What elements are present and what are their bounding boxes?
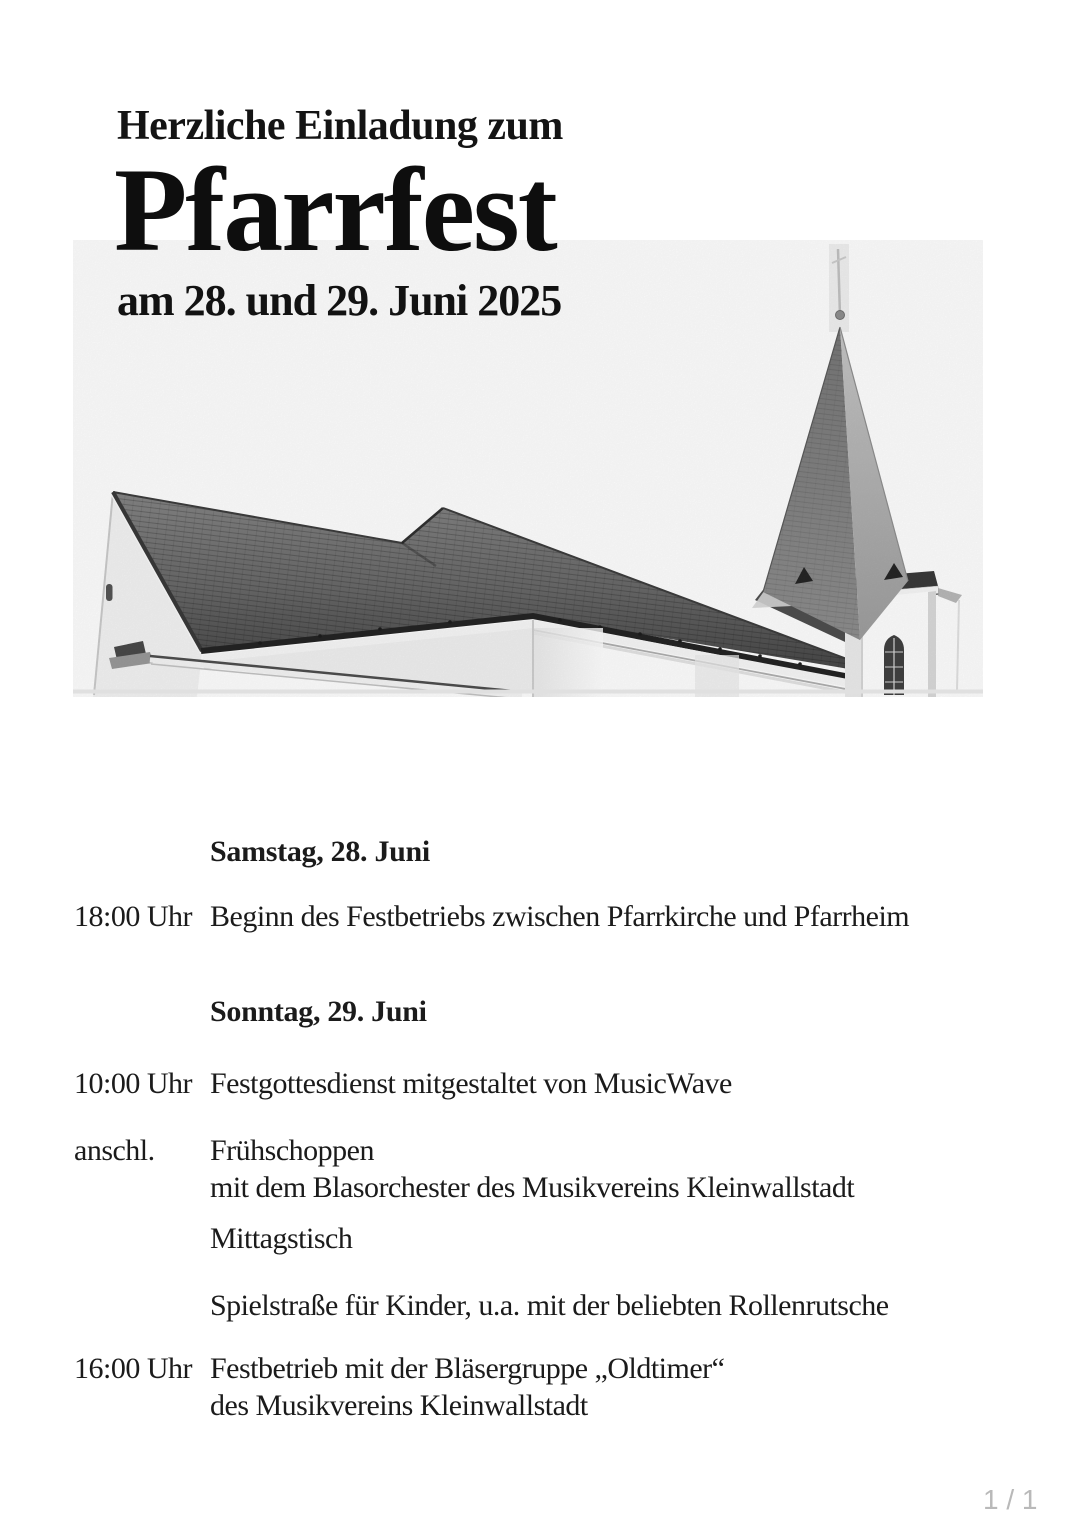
schedule-text-line: Festbetrieb mit der Bläsergruppe „Oldtimer“: [210, 1352, 725, 1385]
schedule-text-line: Beginn des Festbetriebs zwischen Pfarrkirche und Pfarrheim: [210, 900, 910, 933]
schedule-row: [0, 1287, 1080, 1324]
schedule-day-header: Sonntag, 29. Juni: [210, 995, 427, 1028]
schedule-text-line: mit dem Blasorchester des Musikvereins Kleinwallstadt: [210, 1171, 855, 1204]
invite-line: Herzliche Einladung zum: [117, 103, 563, 149]
schedule-row: [0, 1132, 1080, 1206]
schedule-text-line: Mittagstisch: [210, 1222, 353, 1255]
schedule-time: 16:00 Uhr: [74, 1352, 192, 1385]
page-title: Pfarrfest: [114, 143, 556, 276]
schedule-row: [0, 1220, 1080, 1257]
photo-grain: [73, 240, 983, 697]
schedule-text-line: Frühschoppen: [210, 1134, 374, 1167]
church-photo: [73, 240, 983, 697]
page-indicator: 1 / 1: [983, 1484, 1038, 1515]
schedule-time: anschl.: [74, 1134, 155, 1167]
schedule-time: 10:00 Uhr: [74, 1067, 192, 1100]
schedule-row: [0, 1350, 1080, 1424]
schedule-text-line: Festgottesdienst mitgestaltet von MusicWave: [210, 1067, 732, 1100]
schedule-row: [0, 1065, 1080, 1102]
schedule-day-header: Samstag, 28. Juni: [210, 835, 430, 868]
schedule-text-line: Spielstraße für Kinder, u.a. mit der beliebten Rollenrutsche: [210, 1289, 889, 1322]
schedule-row: [0, 898, 1080, 935]
schedule-text-line: des Musikvereins Kleinwallstadt: [210, 1389, 588, 1422]
photo-bottom-edge: [73, 690, 983, 694]
schedule-time: 18:00 Uhr: [74, 900, 192, 933]
date-line: am 28. und 29. Juni 2025: [117, 276, 562, 325]
